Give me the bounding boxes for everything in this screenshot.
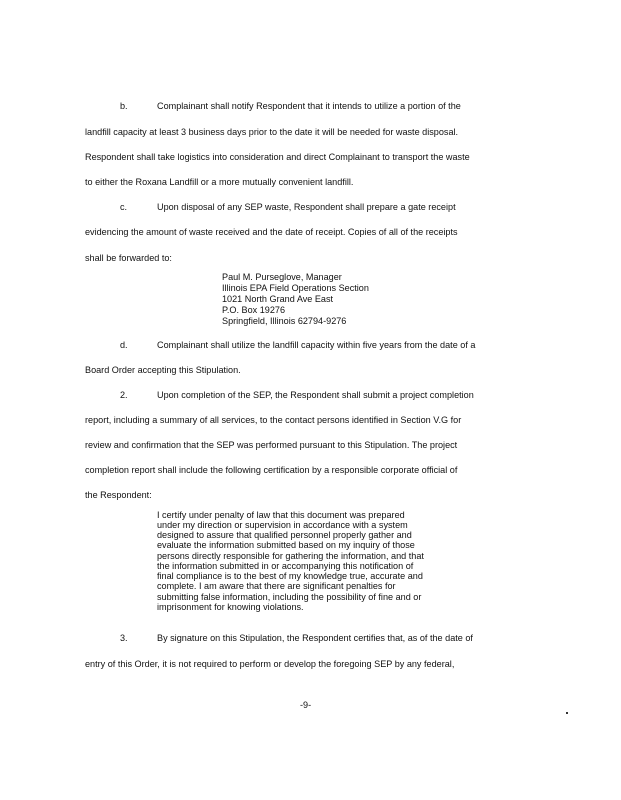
certification-line-8: complete. I am aware that there are significant penalties for bbox=[157, 581, 396, 591]
para-2-line-1: Upon completion of the SEP, the Respondent shall submit a project completion bbox=[157, 390, 474, 400]
para-c-label: c. bbox=[120, 202, 128, 212]
certification-line-5: persons directly responsible for gathering the information, and that bbox=[157, 551, 424, 561]
address-line-2: Illinois EPA Field Operations Section bbox=[222, 283, 369, 293]
para-b-line-3: Respondent shall take logistics into consideration and direct Complainant to transport the waste bbox=[85, 152, 470, 162]
certification-line-7: final compliance is to the best of my knowledge true, accurate and bbox=[157, 571, 423, 581]
para-d-label: d. bbox=[120, 340, 128, 350]
para-c-line-2: evidencing the amount of waste received and the date of receipt. Copies of all of the receipts bbox=[85, 227, 458, 237]
certification-line-4: evaluate the information submitted based on my inquiry of those bbox=[157, 540, 415, 550]
certification-line-10: imprisonment for knowing violations. bbox=[157, 602, 304, 612]
para-d-line-1: Complainant shall utilize the landfill capacity within five years from the date of a bbox=[157, 340, 476, 350]
address-line-3: 1021 North Grand Ave East bbox=[222, 294, 334, 304]
certification-line-2: under my direction or supervision in accordance with a system bbox=[157, 520, 408, 530]
scan-speck bbox=[566, 712, 568, 714]
para-2-label: 2. bbox=[120, 390, 128, 400]
page-number: -9- bbox=[300, 700, 312, 710]
certification-line-1: I certify under penalty of law that this document was prepared bbox=[157, 510, 405, 520]
para-2-line-2: report, including a summary of all services, to the contact persons identified in Section V.G for bbox=[85, 415, 462, 425]
certification-line-3: designed to assure that qualified personnel properly gather and bbox=[157, 530, 412, 540]
certification-line-9: submitting false information, including the possibility of fine and or bbox=[157, 592, 422, 602]
para-c-line-3: shall be forwarded to: bbox=[85, 253, 172, 263]
para-d-line-2: Board Order accepting this Stipulation. bbox=[85, 365, 241, 375]
para-b-line-1: Complainant shall notify Respondent that it intends to utilize a portion of the bbox=[157, 101, 461, 111]
para-2-line-3: review and confirmation that the SEP was performed pursuant to this Stipulation. The project bbox=[85, 440, 458, 450]
para-b-line-2: landfill capacity at least 3 business days prior to the date it will be needed for waste disposal. bbox=[85, 127, 459, 137]
para-2-line-4: completion report shall include the following certification by a responsible corporate official of bbox=[85, 465, 458, 475]
para-b-label: b. bbox=[120, 101, 128, 111]
address-line-4: P.O. Box 19276 bbox=[222, 305, 286, 315]
certification-line-6: the information submitted in or accompanying this notification of bbox=[157, 561, 414, 571]
para-c-line-1: Upon disposal of any SEP waste, Respondent shall prepare a gate receipt bbox=[157, 202, 456, 212]
para-2-line-5: the Respondent: bbox=[85, 490, 152, 500]
para-3-label: 3. bbox=[120, 633, 128, 643]
address-line-5: Springfield, Illinois 62794-9276 bbox=[222, 316, 347, 326]
address-line-1: Paul M. Purseglove, Manager bbox=[222, 272, 342, 282]
para-3-line-1: By signature on this Stipulation, the Respondent certifies that, as of the date of bbox=[157, 633, 473, 643]
para-b-line-4: to either the Roxana Landfill or a more mutually convenient landfill. bbox=[85, 177, 354, 187]
para-3-line-2: entry of this Order, it is not required to perform or develop the foregoing SEP by any federal, bbox=[85, 659, 455, 669]
